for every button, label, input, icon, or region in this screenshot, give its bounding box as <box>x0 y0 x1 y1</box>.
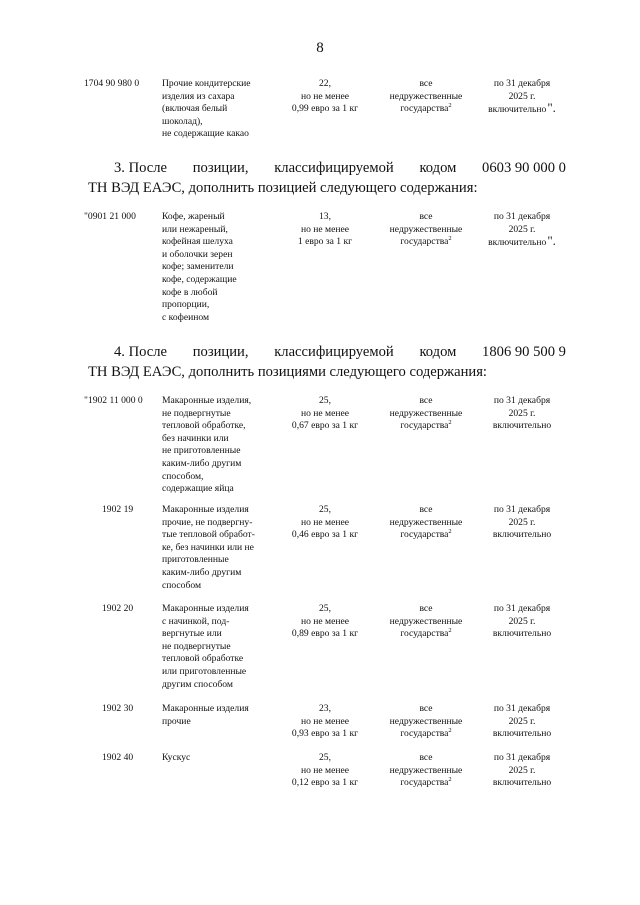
countries: все недружественные государства$^2$ <box>389 603 463 640</box>
footnote-ref: 2 <box>448 419 452 427</box>
closing-quote: ". <box>547 100 556 116</box>
commodity-code: 1902 30 <box>102 703 134 714</box>
commodity-code: "0901 21 000 <box>84 211 136 222</box>
validity-term: по 31 декабря 2025 г. включительно". <box>488 78 556 116</box>
validity-term: по 31 декабря 2025 г. включительно <box>492 752 552 789</box>
paragraph-4: 4. После позиции, классифицируемой кодом 1806 90 500 9 ТН ВЭД ЕАЭС, дополнить позициями следующего содержания: <box>88 344 566 380</box>
commodity-code: "1902 11 000 0 <box>84 395 143 406</box>
duty-rate: 25, но не менее 0,46 евро за 1 кг <box>291 504 359 541</box>
commodity-code: 1902 40 <box>102 752 134 763</box>
countries: все недружественные государства$^2$ <box>389 211 463 248</box>
commodity-description: Кофе, жареный или нежареный, кофейная шелуха и оболочки зерен кофе; заменители кофе, содержащие кофе в любой пропорции, с кофеином <box>162 211 237 323</box>
commodity-description: Макаронные изделия прочие, не подвергну- тые тепловой обработ- ке, без начинки или не приготовленные каким-либо другим способом <box>162 504 255 591</box>
commodity-description: Кускус <box>162 752 191 763</box>
countries: все недружественные государства$^2$ <box>389 752 463 789</box>
footnote-ref: 2 <box>448 235 452 243</box>
commodity-description: Макаронные изделия, не подвергнутые тепловой обработке, без начинки или не приготовленные каким-либо другим способом, содержащие яйца <box>162 395 252 495</box>
footnote-ref: 2 <box>448 727 452 735</box>
countries: все недружественные государства$^2$ <box>389 504 463 541</box>
validity-term: по 31 декабря 2025 г. включительно <box>492 603 552 640</box>
commodity-description: Макаронные изделия с начинкой, под- вергнутые или не подвергнутые тепловой обработке или приготовленные другим способом <box>162 603 249 690</box>
commodity-description: Макаронные изделия прочие <box>162 703 249 727</box>
page-number: 8 <box>316 40 324 56</box>
validity-term: по 31 декабря 2025 г. включительно <box>492 703 552 740</box>
commodity-code: 1902 20 <box>102 603 134 614</box>
validity-term: по 31 декабря 2025 г. включительно <box>492 504 552 541</box>
duty-rate: 13, но не менее 1 евро за 1 кг <box>297 211 353 248</box>
paragraph-3: 3. После позиции, классифицируемой кодом 0603 90 000 0 ТН ВЭД ЕАЭС, дополнить позицией следующего содержания: <box>88 160 566 196</box>
duty-rate: 25, но не менее 0,67 евро за 1 кг <box>291 395 359 432</box>
countries: все недружественные государства$^2$ <box>389 78 463 115</box>
footnote-ref: 2 <box>448 528 452 536</box>
duty-rate: 23, но не менее 0,93 евро за 1 кг <box>291 703 359 740</box>
duty-rate: 25, но не менее 0,12 евро за 1 кг <box>291 752 359 789</box>
closing-quote: ". <box>547 233 556 249</box>
footnote-ref: 2 <box>448 102 452 110</box>
footnote-ref: 2 <box>448 776 452 784</box>
validity-term: по 31 декабря 2025 г. включительно". <box>488 211 556 249</box>
duty-rate: 25, но не менее 0,89 евро за 1 кг <box>291 603 359 640</box>
commodity-code: 1902 19 <box>102 504 134 515</box>
commodity-description: Прочие кондитерские изделия из сахара (включая белый шоколад), не содержащие какао <box>162 78 251 140</box>
commodity-code: 1704 90 980 0 <box>84 78 140 89</box>
countries: все недружественные государства$^2$ <box>389 703 463 740</box>
footnote-ref: 2 <box>448 627 452 635</box>
countries: все недружественные государства$^2$ <box>389 395 463 432</box>
validity-term: по 31 декабря 2025 г. включительно <box>492 395 552 432</box>
duty-rate: 22, но не менее 0,99 евро за 1 кг <box>291 78 359 115</box>
